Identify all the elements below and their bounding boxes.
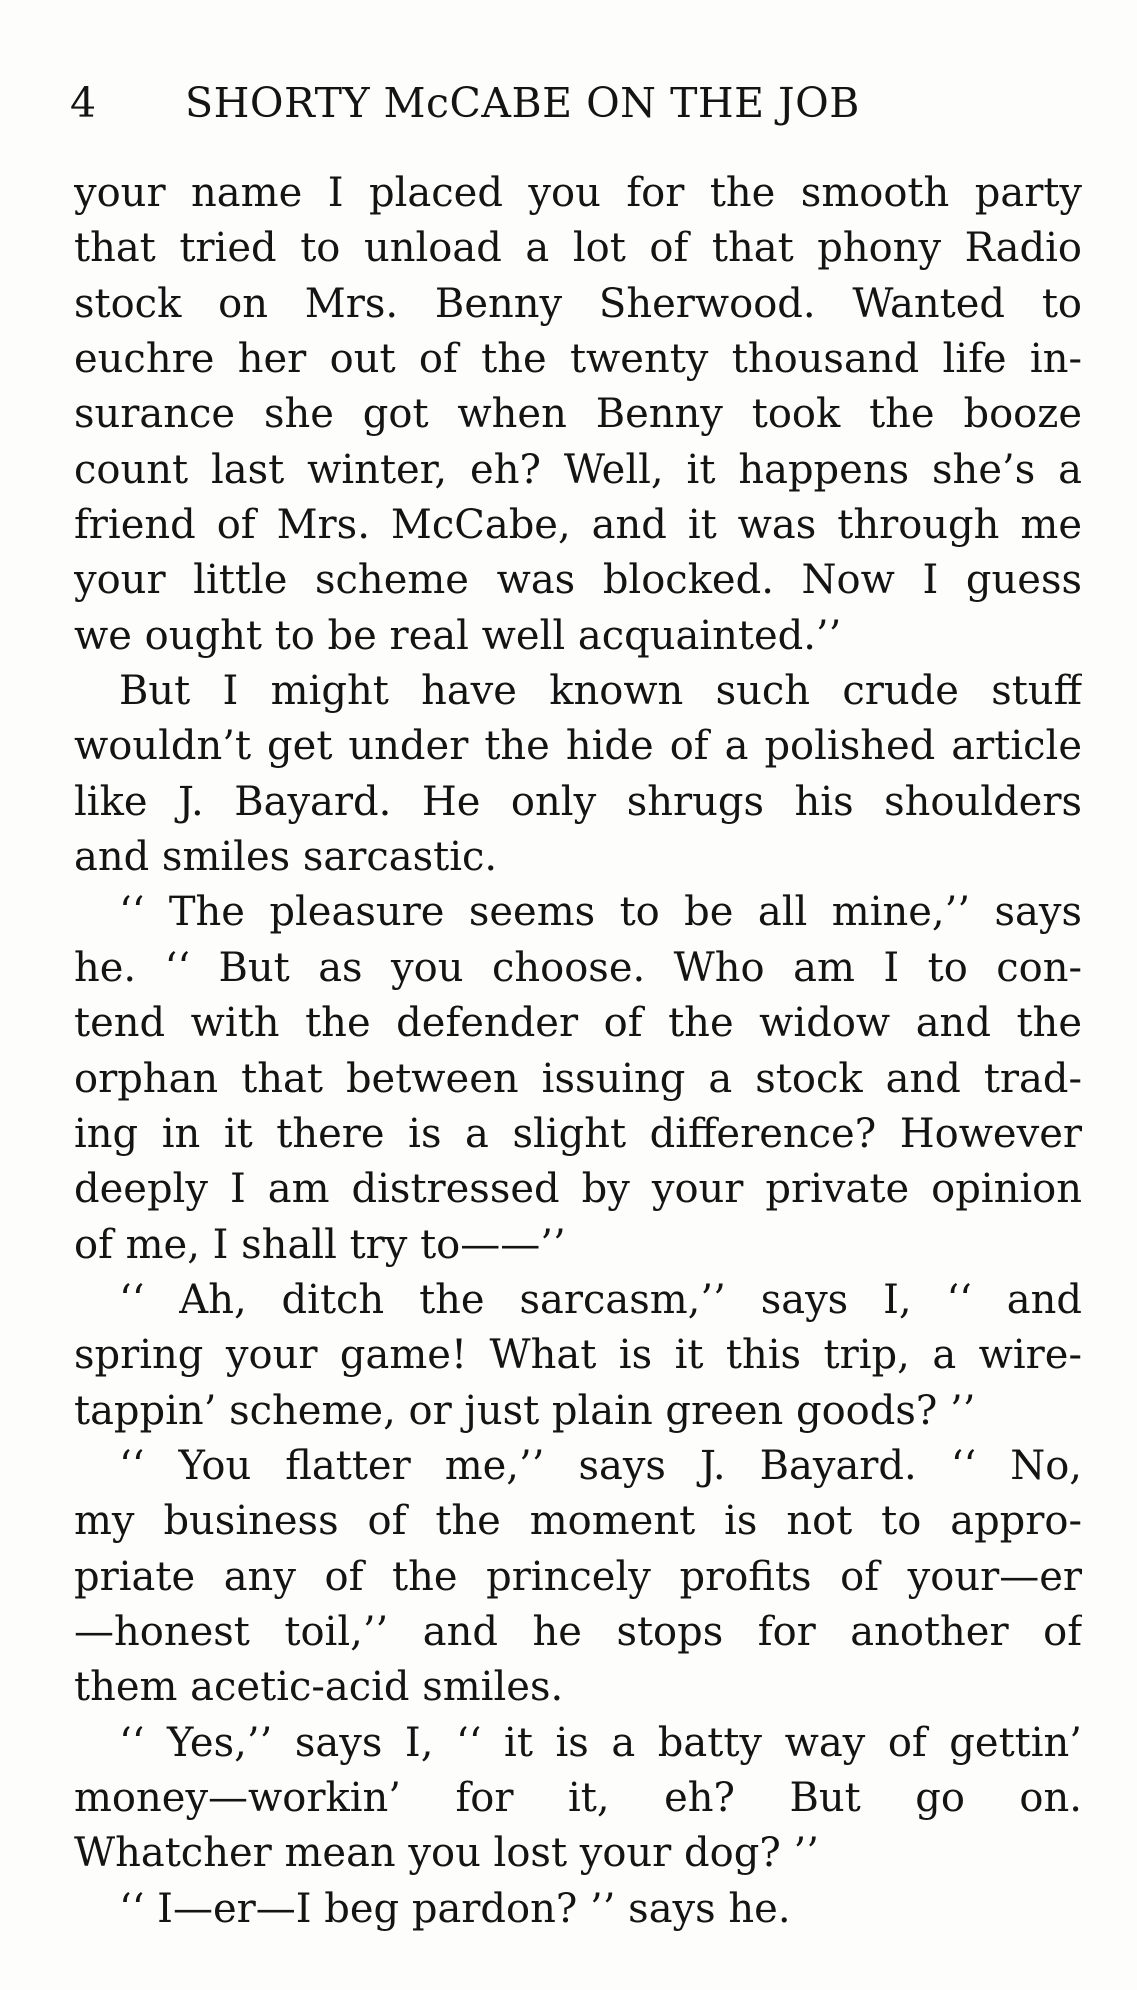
text-line: Whatcher mean you lost your dog? ’’ [74, 1830, 819, 1877]
text-line: tend with the defender of the widow and the [74, 1000, 1082, 1047]
text-line: ing in it there is a slight difference? However [74, 1110, 1082, 1157]
paragraph-start-line: ‘‘ You flatter me,’’ says J. Bayard. ‘‘ No, [119, 1442, 1082, 1489]
text-line: priate any of the princely profits of your—er [74, 1553, 1082, 1600]
text-line: that tried to unload a lot of that phony Radio [74, 225, 1082, 272]
text-line: wouldn’t get under the hide of a polished article [74, 723, 1082, 770]
text-line: surance she got when Benny took the booze [74, 391, 1082, 438]
text-line: count last winter, eh? Well, it happens she’s a [74, 446, 1082, 493]
text-line: your name I placed you for the smooth party [74, 170, 1082, 216]
paragraph-start-line: ‘‘ Ah, ditch the sarcasm,’’ says I, ‘‘ and [119, 1276, 1082, 1323]
text-line: like J. Bayard. He only shrugs his shoulders [74, 778, 1082, 825]
paragraph-start-line: ‘‘ I—er—I beg pardon? ’’ says he. [119, 1885, 791, 1932]
text-line: euchre her out of the twenty thousand life in- [74, 336, 1082, 383]
paragraph-start-line: But I might have known such crude stuff [119, 668, 1082, 715]
text-line: tappin’ scheme, or just plain green goods? ’’ [74, 1387, 976, 1434]
text-line: of me, I shall try to——’’ [74, 1221, 566, 1268]
text-line: —honest toil,’’ and he stops for another of [74, 1608, 1082, 1655]
paragraph-start-line: ‘‘ Yes,’’ says I, ‘‘ it is a batty way of gettin’ [119, 1719, 1082, 1766]
text-line: your little scheme was blocked. Now I guess [74, 557, 1082, 604]
text-line: money—workin’ for it, eh? But go on. [74, 1774, 1082, 1821]
text-line: orphan that between issuing a stock and trad- [74, 1055, 1082, 1102]
text-line: stock on Mrs. Benny Sherwood. Wanted to [74, 280, 1082, 327]
text-line: them acetic-acid smiles. [74, 1664, 564, 1711]
text-line: friend of Mrs. McCabe, and it was through me [74, 502, 1082, 549]
running-title: SHORTY McCABE ON THE JOB [185, 79, 860, 127]
text-line: we ought to be real well acquainted.’’ [74, 612, 842, 659]
page-header [70, 78, 1080, 128]
text-line: spring your game! What is it this trip, a wire- [74, 1332, 1082, 1379]
paragraph-start-line: ‘‘ The pleasure seems to be all mine,’’ says [119, 889, 1082, 936]
text-line: deeply I am distressed by your private opinion [74, 1166, 1082, 1213]
page-number: 4 [70, 79, 97, 127]
body-text [74, 166, 1082, 1937]
text-line: and smiles sarcastic. [74, 834, 498, 881]
text-line: he. ‘‘ But as you choose. Who am I to con- [74, 944, 1082, 991]
text-line: my business of the moment is not to appro- [74, 1498, 1082, 1545]
